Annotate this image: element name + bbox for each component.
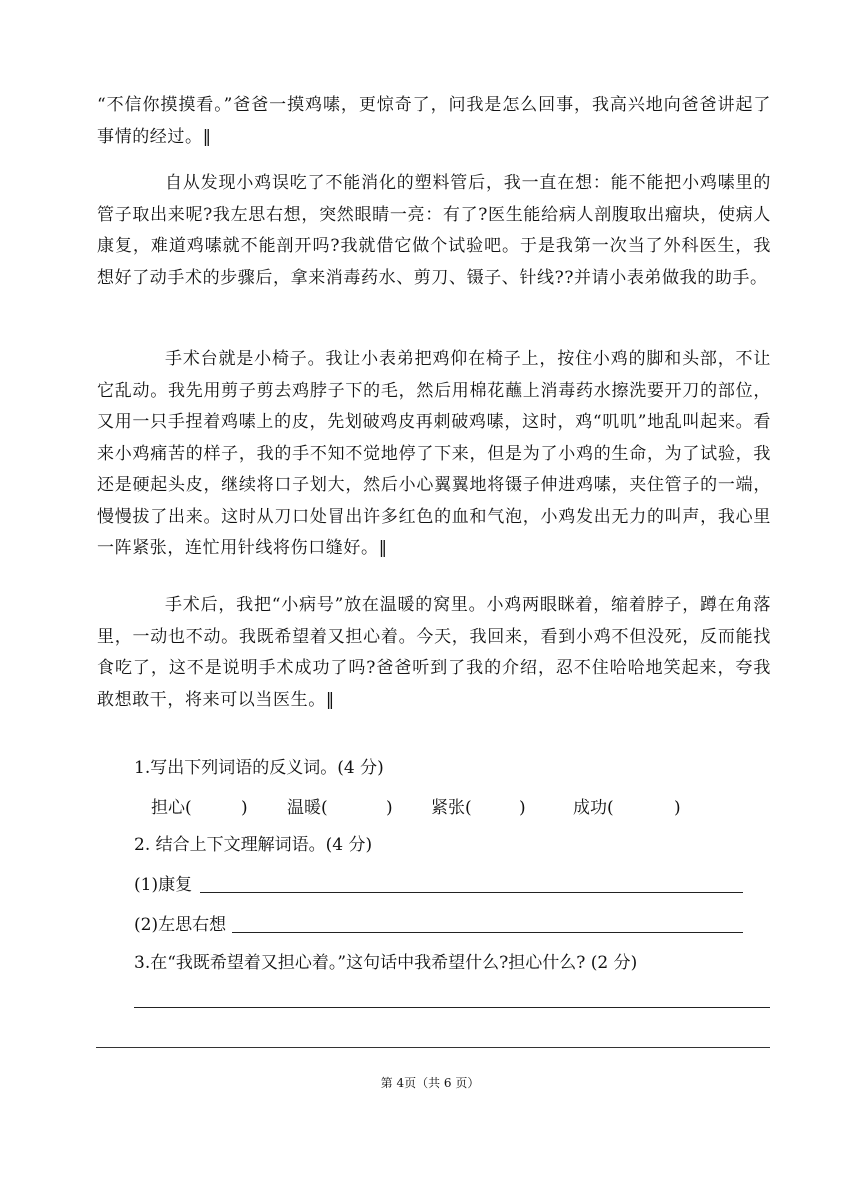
passage-paragraph-3: 手术台就是小椅子。我让小表弟把鸡仰在椅子上，按住小鸡的脚和头部，不让它乱动。我先用剪子剪去鸡脖子下的毛，然后用棉花蘸上消毒药水擦洗要开刀的部位，又用一只手捏着鸡嗉上的皮，先划破鸡皮再刺破鸡嗉，这时，鸡“叽叽”地乱叫起来。看来小鸡痛苦的样子，我的手不知不觉地停了下来，但是为了小鸡的生命，为了试验，我还是硬起头皮，继续将口子划大，然后小心翼翼地将镊子伸进鸡嗉，夹住管子的一端，慢慢拔了出来。这时从刀口处冒出许多红色的血和气泡，小鸡发出无力的叫声，我心里一阵紧张，连忙用针线将伤口缝好。‖ xyxy=(97,349,771,558)
question-2a-label: (1)康复 xyxy=(134,875,193,895)
question-2b-label: (2)左思右想 xyxy=(134,915,227,935)
antonym-word-danxin: 担心( xyxy=(151,798,192,818)
question-3-answer-line[interactable] xyxy=(134,1007,770,1008)
footer-divider xyxy=(96,1047,770,1048)
antonym-paren-close: ) xyxy=(674,798,681,818)
antonym-paren-close: ) xyxy=(241,798,248,818)
antonym-word-jinzhang: 紧张( xyxy=(431,798,472,818)
antonym-word-chenggong: 成功( xyxy=(573,798,614,818)
antonym-paren-close: ) xyxy=(519,798,526,818)
question-1-title: 1.写出下列词语的反义词。(4 分) xyxy=(134,758,384,778)
question-2-title: 2. 结合上下文理解词语。(4 分) xyxy=(134,835,373,855)
question-2b-answer-line[interactable] xyxy=(232,932,743,933)
page-number: 第 4页（共 6 页） xyxy=(380,1076,480,1090)
question-3-title: 3.在“我既希望着又担心着。”这句话中我希望什么?担心什么? (2 分) xyxy=(134,953,638,973)
antonym-paren-close: ) xyxy=(386,798,393,818)
question-2a-answer-line[interactable] xyxy=(200,892,743,893)
passage-paragraph-2: 自从发现小鸡误吃了不能消化的塑料管后，我一直在想：能不能把小鸡嗉里的管子取出来呢?我左思右想，突然眼睛一亮：有了?医生能给病人剖腹取出瘤块，使病人康复，难道鸡嗉就不能剖开吗?我就借它做个试验吧。于是我第一次当了外科医生，我想好了动手术的步骤后，拿来消毒药水、剪刀、镊子、针线??并请小表弟做我的助手。 xyxy=(97,173,771,288)
passage-paragraph-4: 手术后，我把“小病号”放在温暖的窝里。小鸡两眼眯着，缩着脖子，蹲在角落里，一动也不动。我既希望着又担心着。今天，我回来，看到小鸡不但没死，反而能找食吃了，这不是说明手术成功了吗?爸爸听到了我的介绍，忍不住哈哈地笑起来，夸我敢想敢干，将来可以当医生。‖ xyxy=(97,595,771,710)
antonym-word-wennuan: 温暖( xyxy=(287,798,328,818)
passage-paragraph-1: “不信你摸摸看。”爸爸一摸鸡嗉，更惊奇了，问我是怎么回事，我高兴地向爸爸讲起了事情的经过。‖ xyxy=(97,95,771,147)
